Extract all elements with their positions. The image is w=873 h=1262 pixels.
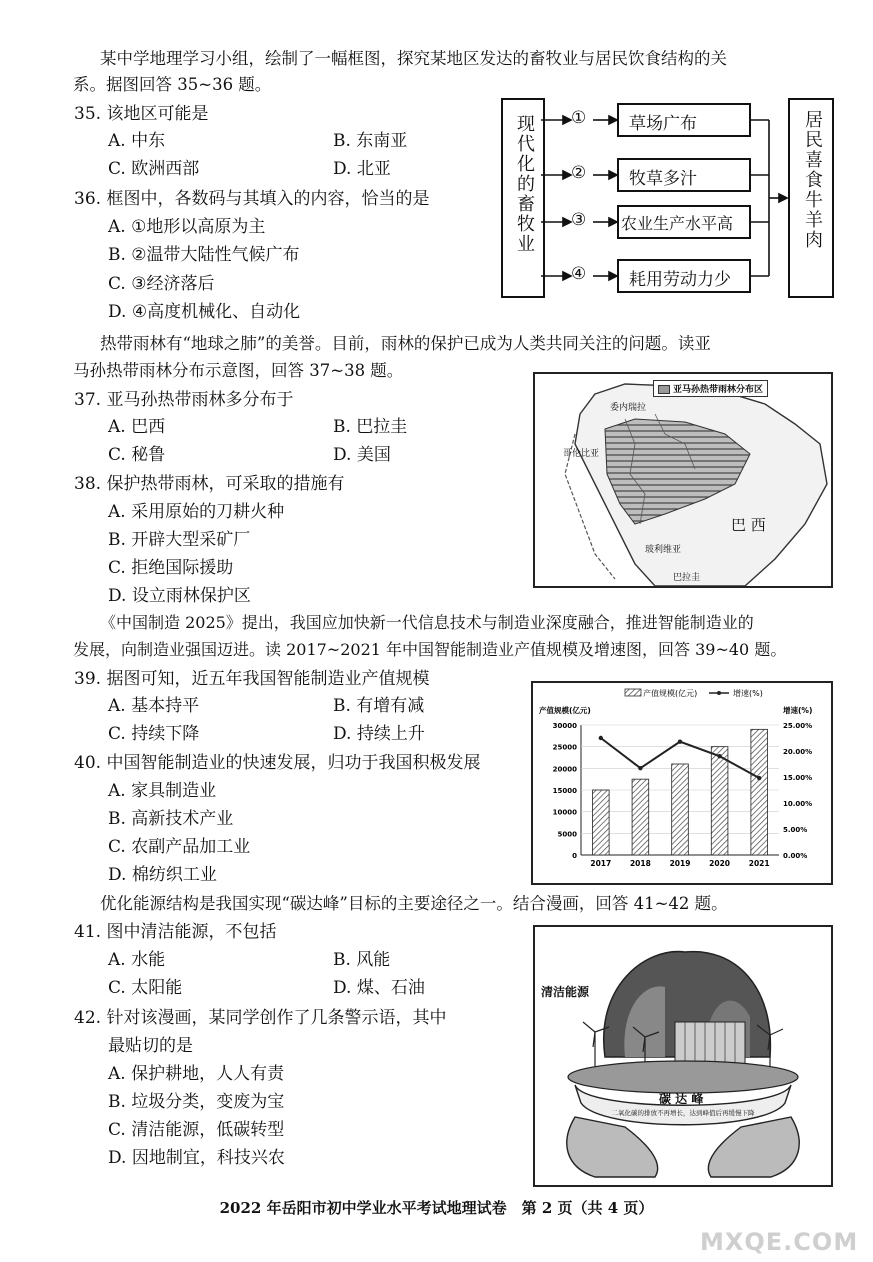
q40-stem: 40. 中国智能制造业的快速发展，归功于我国积极发展 <box>74 753 481 773</box>
y-tick-label: 15000 <box>552 787 577 795</box>
flowchart-left-box <box>501 98 545 298</box>
y-tick-label: 20000 <box>552 765 577 774</box>
x-tick-label: 2018 <box>629 859 651 868</box>
flowchart-item-3 <box>617 205 751 239</box>
q42-option-a[interactable]: A. 保护耕地，人人有责 <box>108 1064 285 1084</box>
flowchart-num-2: ② <box>571 163 587 183</box>
cartoon-graphic <box>535 927 831 1185</box>
y-tick-label: 25000 <box>552 743 577 752</box>
legend-bar-swatch <box>625 689 641 696</box>
y2-axis-label: 增速(%) <box>783 706 813 715</box>
q42-option-c[interactable]: C. 清洁能源，低碳转型 <box>108 1120 285 1140</box>
flowchart-item-4-text: 耗用劳动力少 <box>629 270 731 290</box>
q42-stem-line1: 42. 针对该漫画，某同学创作了几条警示语，其中 <box>74 1008 447 1028</box>
q42-stem-line2: 最贴切的是 <box>108 1036 193 1056</box>
q38-option-b[interactable]: B. 开辟大型采矿厂 <box>108 530 251 550</box>
y2-tick-label: 5.00% <box>783 826 808 834</box>
q39-option-a[interactable]: A. 基本持平 <box>108 696 200 716</box>
manufacturing-chart <box>533 683 831 883</box>
flowchart-right-box <box>788 98 834 298</box>
flowchart-num-1: ① <box>571 108 587 128</box>
intro-39-line2: 发展，向制造业强国迈进。读 2017~2021 年中国智能制造业产值规模及增速图，回答 39~40 题。 <box>73 640 787 659</box>
cartoon-title: 碳 达 峰 <box>659 1092 704 1106</box>
q37-option-c[interactable]: C. 秘鲁 <box>108 445 166 465</box>
q42-option-b[interactable]: B. 垃圾分类，变废为宝 <box>108 1092 285 1112</box>
q36-option-a[interactable]: A. ①地形以高原为主 <box>108 217 266 237</box>
page-footer: 2022 年岳阳市初中学业水平考试地理试卷 第 2 页（共 4 页） <box>219 1199 654 1217</box>
q39-option-b[interactable]: B. 有增有减 <box>333 696 425 716</box>
y2-tick-label: 20.00% <box>783 748 813 756</box>
growth-point-2021 <box>757 776 761 780</box>
intro-37-line2: 马孙热带雨林分布示意图，回答 37~38 题。 <box>73 361 404 380</box>
q37-option-a[interactable]: A. 巴西 <box>108 417 166 437</box>
q37-option-b[interactable]: B. 巴拉圭 <box>333 417 408 437</box>
q41-option-a[interactable]: A. 水能 <box>108 950 166 970</box>
chart-bars <box>592 729 767 855</box>
q41-option-d[interactable]: D. 煤、石油 <box>333 978 425 998</box>
y2-tick-label: 25.00% <box>783 722 813 730</box>
y2-tick-label: 0.00% <box>783 852 808 860</box>
q42-option-d[interactable]: D. 因地制宜，科技兴农 <box>108 1148 285 1168</box>
y-axis-label: 产值规模(亿元) <box>539 706 591 715</box>
q39-option-c[interactable]: C. 持续下降 <box>108 724 200 744</box>
legend-bar-label: 产值规模(亿元) <box>643 689 698 698</box>
y-tick-label: 5000 <box>557 830 577 839</box>
q36-option-d[interactable]: D. ④高度机械化、自动化 <box>108 302 301 322</box>
q40-option-a[interactable]: A. 家具制造业 <box>108 781 217 801</box>
flowchart-item-2 <box>617 158 751 192</box>
bar-2020 <box>711 747 728 855</box>
y-tick-label: 10000 <box>552 808 577 817</box>
q35-option-a[interactable]: A. 中东 <box>108 131 166 151</box>
carbon-peak-cartoon <box>533 925 833 1187</box>
flowchart-num-3: ③ <box>571 210 587 230</box>
bar-2018 <box>632 779 649 855</box>
cartoon-label-clean-energy: 清洁能源 <box>541 985 590 999</box>
q35-option-d[interactable]: D. 北亚 <box>333 159 391 179</box>
flowchart-item-3-text: 农业生产水平高 <box>621 214 734 233</box>
q41-option-c[interactable]: C. 太阳能 <box>108 978 183 998</box>
growth-point-2019 <box>678 739 682 743</box>
growth-point-2020 <box>717 754 721 758</box>
q35-option-b[interactable]: B. 东南亚 <box>333 131 408 151</box>
flowchart-item-1-text: 草场广布 <box>629 114 697 134</box>
intro-37-line1: 热带雨林有“地球之肺”的美誉。目前，雨林的保护已成为人类共同关注的问题。读亚 <box>100 334 711 353</box>
q41-option-b[interactable]: B. 风能 <box>333 950 391 970</box>
q38-stem: 38. 保护热带雨林，可采取的措施有 <box>74 474 345 494</box>
q41-stem: 41. 图中清洁能源，不包括 <box>74 922 277 942</box>
x-tick-label: 2021 <box>748 859 770 868</box>
bar-2019 <box>672 764 689 855</box>
q39-option-d[interactable]: D. 持续上升 <box>333 724 425 744</box>
amazon-map-graphic <box>535 374 831 586</box>
chart-legend <box>625 688 763 698</box>
y-tick-label: 30000 <box>552 722 577 730</box>
x-tick-label: 2017 <box>590 859 612 868</box>
growth-point-2017 <box>599 736 603 740</box>
map-label-paraguay: 巴拉圭 <box>673 573 701 583</box>
y2-tick-label: 15.00% <box>783 774 813 782</box>
legend-line-label: 增速(%) <box>733 689 763 698</box>
q36-option-c[interactable]: C. ③经济落后 <box>108 274 215 294</box>
intro-35-line2: 系。据图回答 35~36 题。 <box>73 75 272 94</box>
q40-option-c[interactable]: C. 农副产品加工业 <box>108 837 251 857</box>
q35-option-c[interactable]: C. 欧洲西部 <box>108 159 200 179</box>
x-tick-label: 2019 <box>669 859 691 868</box>
bar-2021 <box>751 729 768 855</box>
chart-frame <box>531 681 833 885</box>
y2-tick-label: 10.00% <box>783 800 813 808</box>
legend-swatch-icon <box>658 385 670 394</box>
q38-option-c[interactable]: C. 拒绝国际援助 <box>108 558 234 578</box>
map-label-bolivia: 玻利维亚 <box>645 545 682 555</box>
intro-35-line1: 某中学地理学习小组，绘制了一幅框图，探究某地区发达的畜牧业与居民饮食结构的关 <box>100 49 727 68</box>
q38-option-d[interactable]: D. 设立雨林保护区 <box>108 586 251 606</box>
flowchart-item-4 <box>617 259 751 293</box>
flowchart-left-text: 现代化的畜牧业 <box>514 114 535 254</box>
bar-2017 <box>592 790 609 855</box>
map-label-colombia: 哥伦比亚 <box>563 449 600 459</box>
flowchart-item-1 <box>617 103 751 137</box>
intro-39-line1: 《中国制造 2025》提出，我国应加快新一代信息技术与制造业深度融合，推进智能制造业的 <box>100 613 754 632</box>
q40-option-b[interactable]: B. 高新技术产业 <box>108 809 234 829</box>
growth-point-2018 <box>638 766 642 770</box>
q36-option-b[interactable]: B. ②温带大陆性气候广布 <box>108 245 300 265</box>
q40-option-d[interactable]: D. 棉纺织工业 <box>108 865 217 885</box>
flowchart-item-2-text: 牧草多汁 <box>629 169 697 189</box>
q37-stem: 37. 亚马孙热带雨林多分布于 <box>74 390 294 410</box>
flowchart-right-text: 居民喜食牛羊肉 <box>802 110 823 250</box>
watermark: MXQE.COM <box>700 1228 859 1256</box>
map-legend-text: 亚马孙热带雨林分布区 <box>673 385 764 395</box>
chart-x-ticks <box>590 859 769 868</box>
y-tick-label: 0 <box>572 852 577 860</box>
q36-stem: 36. 框图中，各数码与其填入的内容，恰当的是 <box>74 189 430 209</box>
q37-option-d[interactable]: D. 美国 <box>333 445 391 465</box>
q35-stem: 35. 该地区可能是 <box>74 104 209 124</box>
legend-line-marker <box>717 691 721 695</box>
q38-option-a[interactable]: A. 采用原始的刀耕火种 <box>108 502 285 522</box>
q39-stem: 39. 据图可知，近五年我国智能制造业产值规模 <box>74 669 430 689</box>
flowchart-num-4: ④ <box>571 264 587 284</box>
intro-41-line1: 优化能源结构是我国实现“碳达峰”目标的主要途径之一。结合漫画，回答 41~42 题。 <box>100 894 728 913</box>
map-label-brazil: 巴 西 <box>731 516 766 534</box>
cartoon-banner: 二氧化碳的排放不再增长，达到峰值后再缓慢下降 <box>611 1109 755 1117</box>
amazon-map <box>533 372 833 588</box>
map-label-venezuela: 委内瑞拉 <box>610 403 647 413</box>
map-legend <box>653 380 768 397</box>
x-tick-label: 2020 <box>709 859 731 868</box>
